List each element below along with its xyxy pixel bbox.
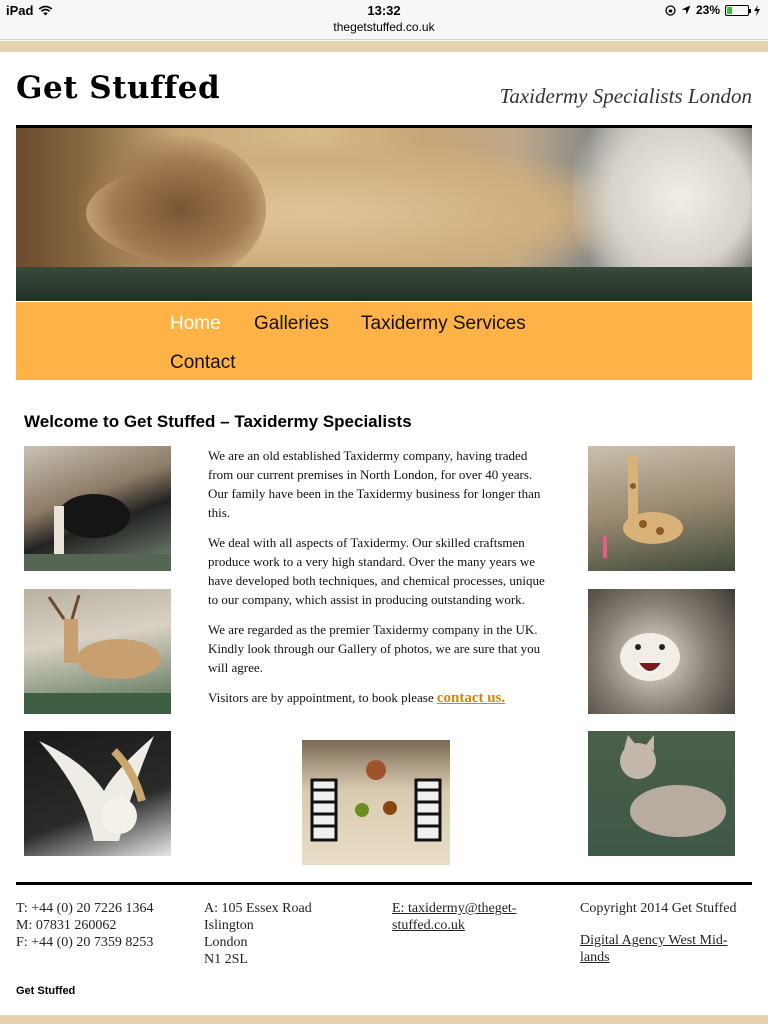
footer-copyright: Copyright 2014 Get Stuffed	[580, 901, 737, 916]
site-tagline: Taxidermy Specialists London	[499, 84, 752, 108]
giraffe-shape	[588, 446, 735, 571]
cat-shape	[588, 731, 735, 856]
visit-text: Visitors are by appointment, to book please	[208, 690, 437, 705]
site-logo[interactable]: Get Stuffed	[16, 70, 221, 106]
contact-us-link[interactable]: contact us.	[436, 690, 506, 706]
zebras-shape	[302, 740, 450, 865]
footer-phone-block	[16, 900, 153, 951]
footer-address-line: N1 2SL	[204, 952, 248, 967]
top-beige-band	[0, 41, 768, 52]
gallery-photo-owl[interactable]	[24, 731, 171, 856]
battery-level	[727, 7, 732, 14]
gallery-photo-ostrich[interactable]	[24, 446, 171, 571]
location-arrow-icon	[681, 5, 691, 15]
footer-address-line: London	[204, 935, 248, 950]
nav-item-galleries[interactable]: Galleries	[254, 313, 329, 334]
battery-percent: 23%	[695, 3, 720, 17]
main-navigation	[16, 302, 752, 380]
gallery-photo-zebras[interactable]	[302, 740, 450, 865]
battery-icon	[725, 5, 749, 16]
footer-address-block	[204, 900, 312, 968]
intro-paragraph: We are an old established Taxidermy company, having traded from our current premises in North London, for over 40 years. Our family have been in the Taxidermy business for longer than this.	[208, 448, 541, 520]
gallery-photo-cat[interactable]	[588, 731, 735, 856]
footer-address-line: Islington	[204, 918, 254, 933]
clock: 13:32	[367, 3, 401, 18]
device-name: iPad	[6, 3, 34, 18]
footer-address-line: A: 105 Essex Road	[204, 901, 312, 916]
status-indicators	[665, 3, 760, 17]
hero-floor-shape	[16, 267, 752, 301]
bottom-beige-band	[0, 1015, 768, 1024]
charging-icon	[754, 5, 760, 16]
nav-item-taxidermy-services[interactable]: Taxidermy Services	[361, 313, 526, 334]
owl-shape	[24, 731, 171, 856]
intro-paragraph: We are regarded as the premier Taxidermy company in the UK. Kindly look through our Gallery of photos, we are sure that you will agree.	[208, 622, 541, 675]
gallery-photo-giraffe[interactable]	[588, 446, 735, 571]
wolf-shape	[588, 589, 735, 714]
ostrich-shape	[24, 446, 171, 571]
footer-brand: Get Stuffed	[16, 985, 76, 997]
footer-mobile-line[interactable]: M: 07831 260062	[16, 918, 117, 933]
hero-mane-shape	[76, 134, 266, 284]
footer-credits-block	[580, 900, 755, 966]
footer-agency-link[interactable]: Digital Agency West Mid-lands	[580, 933, 728, 965]
nav-item-home[interactable]: Home	[170, 313, 221, 334]
footer-phone-line[interactable]: T: +44 (0) 20 7226 1364	[16, 901, 154, 916]
intro-text	[208, 446, 548, 719]
footer-rule	[16, 882, 752, 885]
gallery-photo-deer[interactable]	[24, 589, 171, 714]
footer-fax-line: F: +44 (0) 20 7359 8253	[16, 935, 154, 950]
orientation-lock-icon	[665, 5, 676, 16]
deer-shape	[24, 589, 171, 714]
gallery-photo-wolf[interactable]	[588, 589, 735, 714]
hero-banner-image	[16, 128, 752, 301]
footer-email-block	[392, 900, 542, 934]
footer-email-link[interactable]: E: taxidermy@theget-stuffed.co.uk	[392, 901, 517, 933]
intro-paragraph: We deal with all aspects of Taxidermy. Our skilled craftsmen produce work to a very high standard. Over the many years we have developed both techniques, and chemical processes, unique to our company, which assist in producing outstanding work.	[208, 535, 545, 607]
page-title: Welcome to Get Stuffed – Taxidermy Specialists	[24, 412, 412, 431]
nav-item-contact[interactable]: Contact	[170, 352, 236, 373]
visit-paragraph	[208, 688, 548, 708]
address-bar-url[interactable]: thegetstuffed.co.uk	[333, 20, 435, 34]
browser-status-bar	[0, 0, 768, 40]
